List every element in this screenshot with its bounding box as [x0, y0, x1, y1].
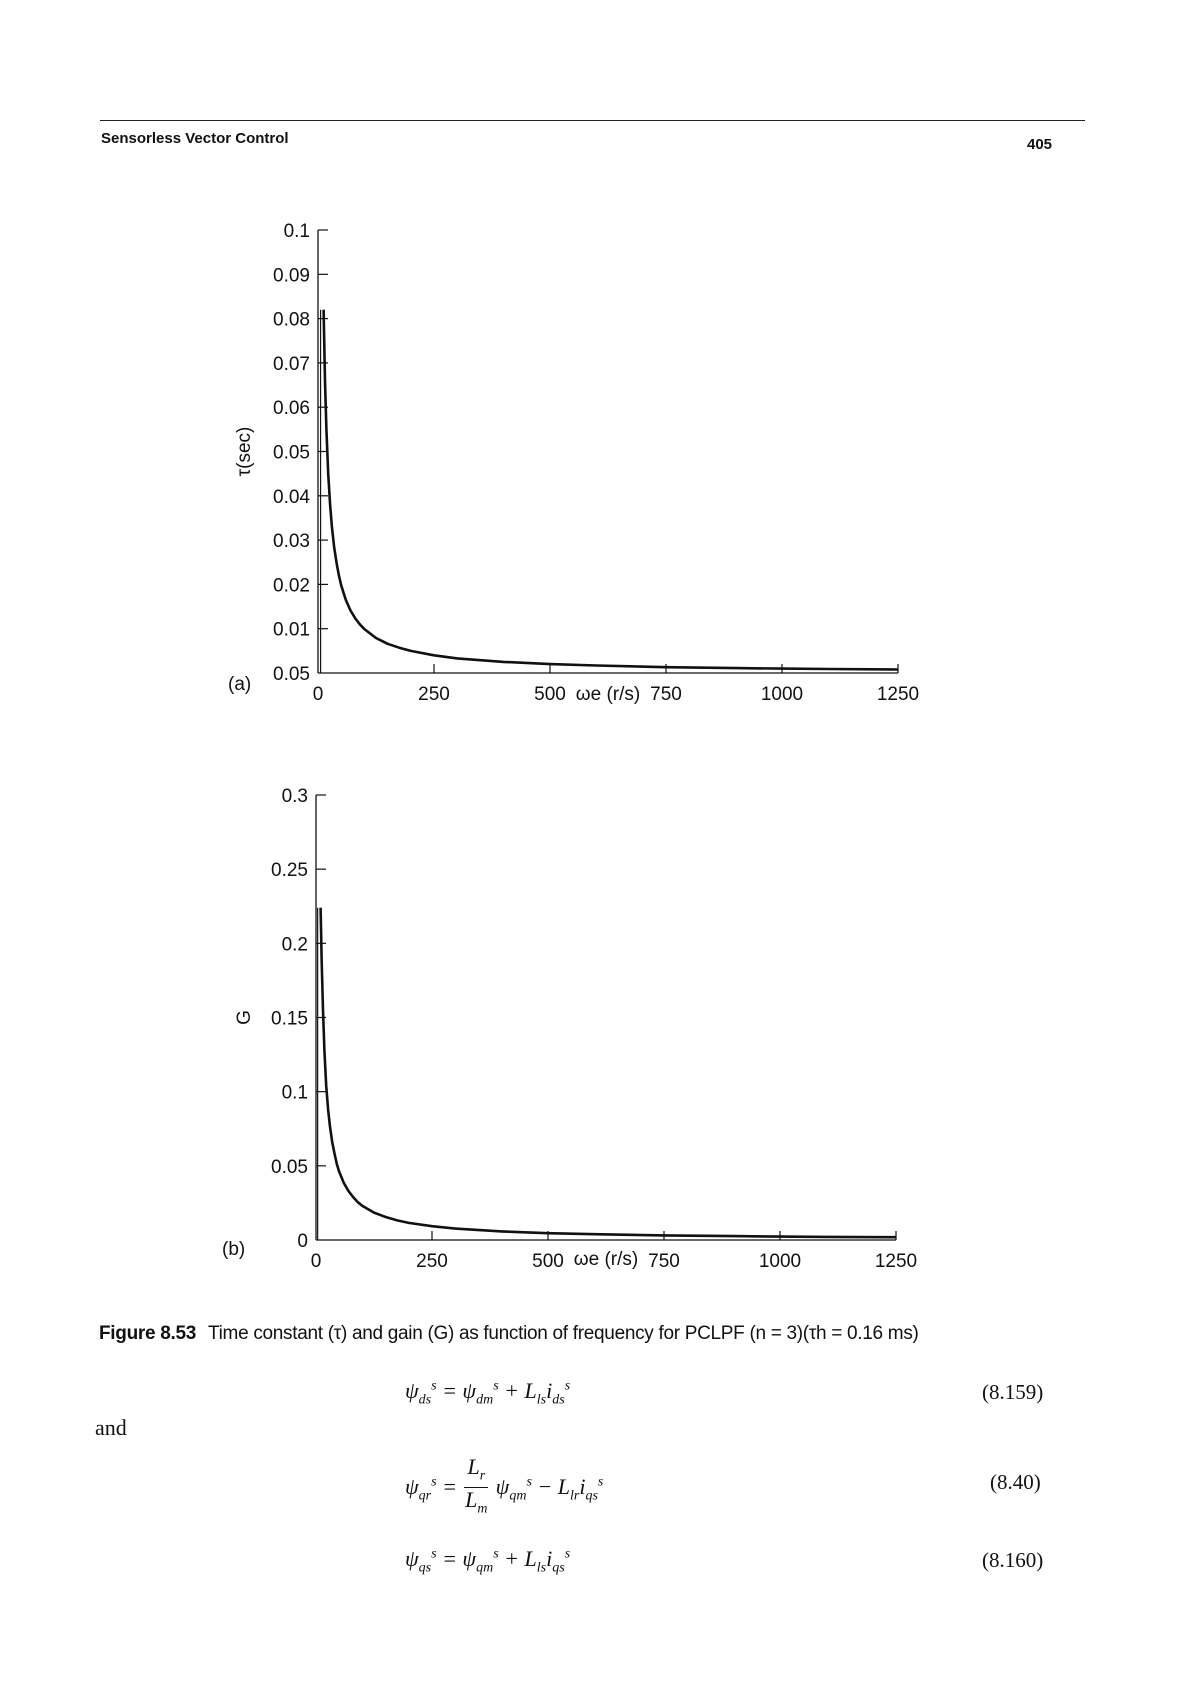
equation-number-8-160: (8.160)	[982, 1548, 1044, 1572]
equation-number-8-159: (8.159)	[982, 1380, 1044, 1404]
y-tick-label: 0.04	[273, 486, 310, 508]
y-tick-label: 0.25	[271, 860, 308, 882]
chart-a	[0, 210, 1190, 750]
page-number: 405	[1027, 136, 1053, 153]
x-axis-title: ωe (r/s)	[575, 684, 641, 705]
equation-number-8-40: (8.40)	[990, 1470, 1041, 1494]
y-tick-label: 0.3	[281, 786, 308, 807]
x-tick-label: 750	[648, 1251, 680, 1272]
panel-label: (a)	[228, 674, 252, 695]
y-tick-label: 0.07	[273, 353, 310, 375]
figure-caption-text: Time constant (τ) and gain (G) as function of frequency for PCLPF (n = 3)(τh = 0.16 ms)	[208, 1323, 919, 1344]
y-tick-label: 0.1	[281, 1082, 308, 1104]
fraction-lr-over-lm: $\frac{L_r}{L_m}$	[465, 1454, 488, 1517]
y-tick-label: 0.05	[273, 664, 310, 685]
chart-b	[0, 775, 1190, 1315]
figure-number: Figure 8.53	[99, 1323, 197, 1344]
x-tick-label: 250	[416, 1251, 448, 1272]
x-tick-label: 1000	[758, 1251, 802, 1272]
y-tick-label: 0.06	[273, 398, 310, 420]
x-tick-label: 500	[532, 1251, 564, 1272]
y-tick-label: 0.05	[271, 1156, 308, 1178]
running-head: Sensorless Vector Control	[101, 130, 289, 147]
y-tick-label: 0.09	[273, 265, 310, 287]
y-tick-label: 0.1	[283, 221, 310, 242]
y-tick-label: 0.03	[273, 531, 310, 553]
y-tick-label: 0.2	[281, 934, 308, 956]
series-line	[321, 908, 896, 1237]
x-tick-label: 250	[418, 684, 450, 705]
y-axis-title: τ(sec)	[234, 426, 255, 477]
panel-label: (b)	[222, 1239, 246, 1260]
y-tick-label: 0.02	[273, 575, 310, 597]
x-tick-label: 1250	[876, 684, 920, 705]
figure-caption	[99, 1323, 1079, 1345]
y-tick-label: 0.01	[273, 619, 310, 641]
x-tick-label: 1000	[760, 684, 804, 705]
equation-8-160: $\psi_{qs}^s = \psi_{qm}^s + L_{ls}i_{qs}^s$	[405, 1546, 571, 1576]
y-axis-title: G	[234, 1010, 255, 1025]
x-axis-title: ωe (r/s)	[573, 1249, 639, 1270]
x-tick-label: 0	[312, 684, 324, 705]
y-tick-label: 0.15	[271, 1008, 308, 1030]
x-tick-label: 1250	[874, 1251, 918, 1272]
series-line	[324, 310, 898, 670]
y-tick-label: 0.08	[273, 309, 310, 331]
equation-8-159: $\psi_{ds}^s = \psi_{dm}^s + L_{ls}i_{ds}^s$	[405, 1378, 571, 1408]
equation-8-40: $\psi_{qr}^s$ = $\frac{L_r}{L_m}$ $\psi_{qm}^s - L_{lr}i_{qs}^s$	[405, 1456, 603, 1522]
x-tick-label: 0	[310, 1251, 322, 1272]
x-tick-label: 750	[650, 684, 682, 705]
x-tick-label: 500	[534, 684, 566, 705]
and-text: and	[95, 1415, 127, 1440]
header-rule	[100, 120, 1085, 121]
y-tick-label: 0.05	[273, 442, 310, 464]
y-tick-label: 0	[297, 1231, 308, 1252]
